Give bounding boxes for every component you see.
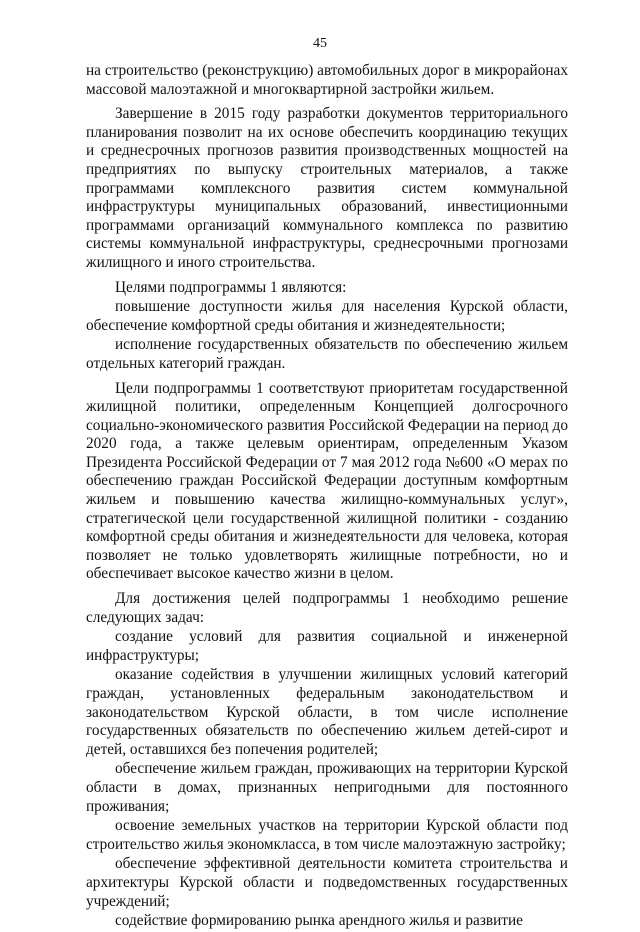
page-number: 45 bbox=[313, 36, 327, 51]
paragraph-task-infrastructure: создание условий для развития социальной и инженерной инфраструктуры; bbox=[86, 628, 568, 664]
body-text bbox=[86, 62, 568, 932]
paragraph-task-rental-market: содействие формированию рынка арендного жилья и развитие bbox=[115, 912, 523, 930]
paragraph-goal-obligations: исполнение государственных обязательств по обеспечению жильем отдельных категорий граждан. bbox=[86, 336, 568, 372]
paragraph-task-unfit-housing: обеспечение жильем граждан, проживающих на территории Курской области в домах, признанных непригодными для постоянного проживания; bbox=[86, 760, 568, 815]
paragraph-task-committee: обеспечение эффективной деятельности комитета строительства и архитектуры Курской области и подведомственных государственных учреждений; bbox=[86, 855, 568, 910]
paragraph-continuation: на строительство (реконструкцию) автомобильных дорог в микрорайонах массовой малоэтажной и многоквартирной застройки жильем. bbox=[86, 62, 568, 98]
paragraph-task-housing-assistance: оказание содействия в улучшении жилищных условий категорий граждан, установленных федеральным законодательством и законодательством Курской области, в том числе исполнение государственных обязательств по обеспечению жильем детей-сирот и детей, оставшихся без попечения родителей; bbox=[86, 666, 568, 758]
paragraph-goal-affordability: повышение доступности жилья для населения Курской области, обеспечение комфортной среды обитания и жизнедеятельности; bbox=[86, 298, 568, 334]
paragraph-task-land-development: освоение земельных участков на территории Курской области под строительство жилья экономкласса, в том числе малоэтажную застройку; bbox=[86, 817, 568, 853]
paragraph-tasks-intro: Для достижения целей подпрограммы 1 необходимо решение следующих задач: bbox=[86, 590, 568, 626]
paragraph-territorial-planning: Завершение в 2015 году разработки документов территориального планирования позволит на их основе обеспечить координацию текущих и среднесрочных прогнозов развития производственных мощностей на предприятиях по выпуску строительных материалов, а также программами комплексного развития систем коммунальной инфраструктуры муниципальных образований, инвестиционными программами организаций коммунального комплекса по развитию системы коммунальной инфраструктуры, среднесрочными прогнозами жилищного и иного строительства. bbox=[86, 105, 568, 271]
paragraph-goals-priorities: Цели подпрограммы 1 соответствуют приоритетам государственной жилищной политики, определенным Концепцией долгосрочного социально-экономического развития Российской Федерации на период до 2020 года, а также целевым ориентирам, определенным Указом Президента Российской Федерации от 7 мая 2012 года №600 «О мерах по обеспечению граждан Российской Федерации доступным комфортным жильем и повышению качества жилищно-коммунальных услуг», стратегической цели государственной жилищной политики - созданию комфортной среды обитания и жизнедеятельности для человека, которая позволяет не только удовлетворять жилищные потребности, но и обеспечивает высокое качество жизни в целом. bbox=[86, 379, 568, 583]
paragraph-goals-intro: Целями подпрограммы 1 являются: bbox=[115, 278, 347, 296]
